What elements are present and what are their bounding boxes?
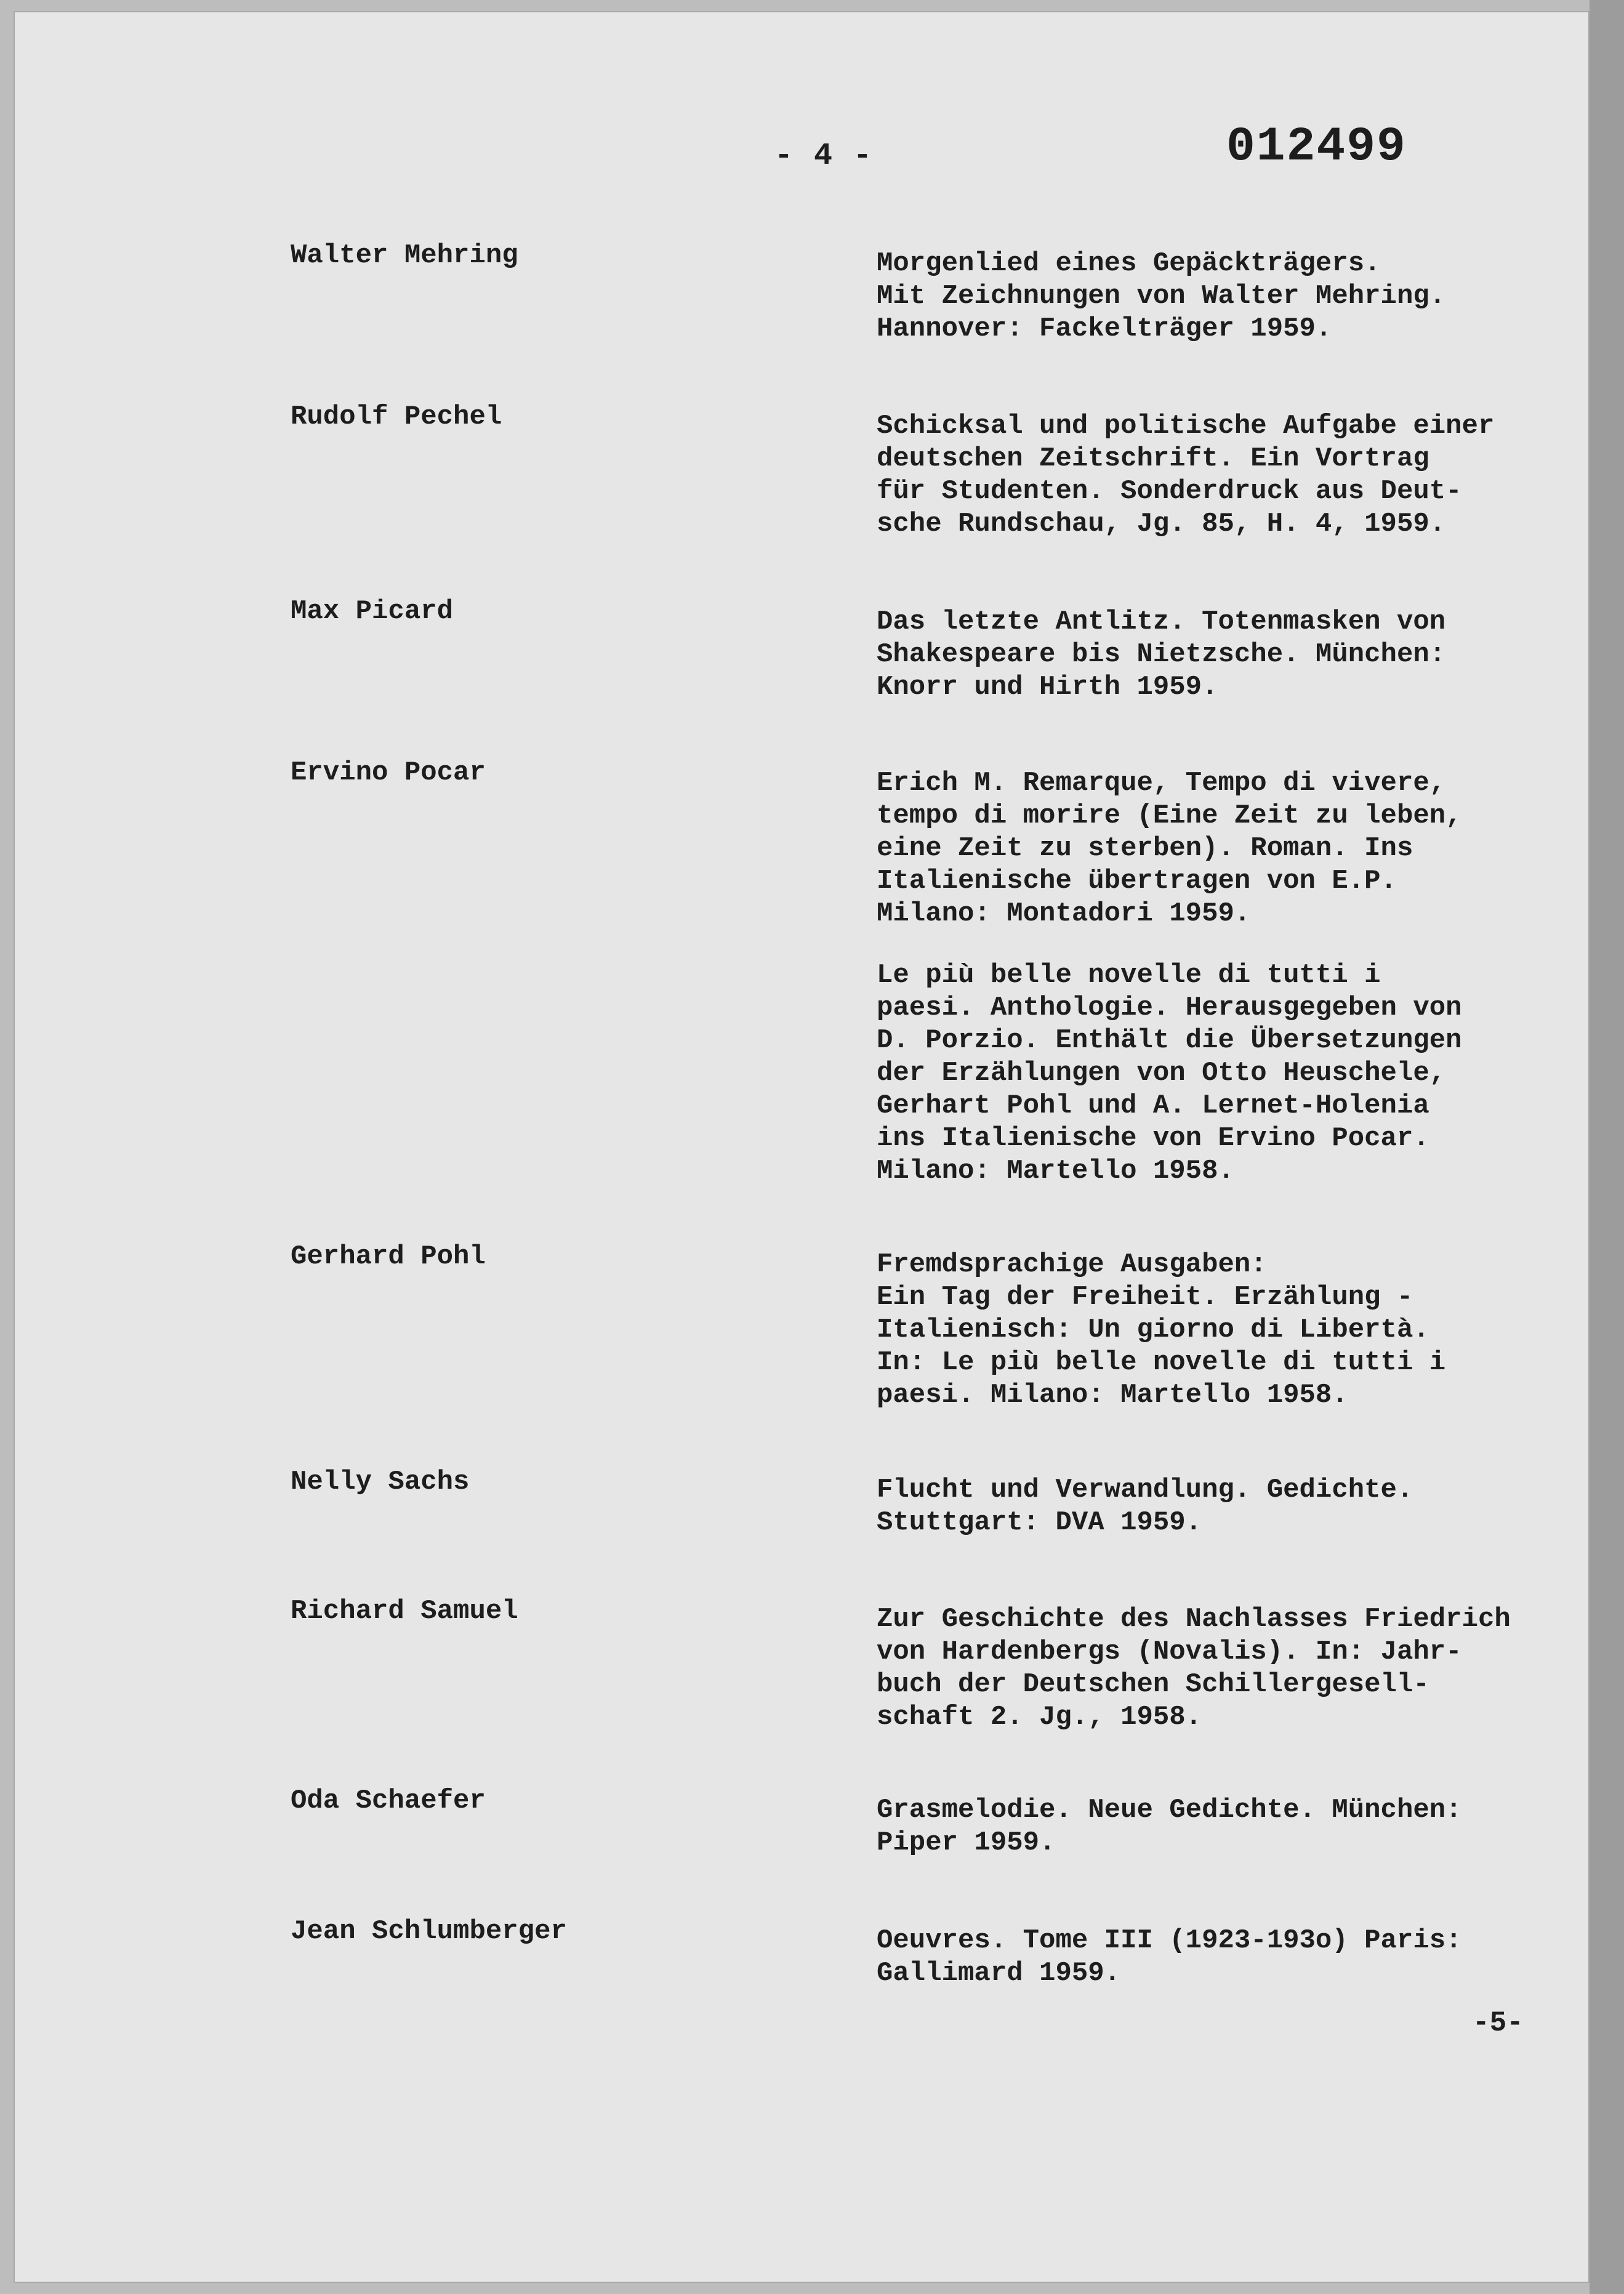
work-line: Stuttgart: DVA 1959. bbox=[877, 1507, 1202, 1538]
work-line: Gerhart Pohl und A. Lernet-Holenia bbox=[877, 1090, 1429, 1121]
work-line: sche Rundschau, Jg. 85, H. 4, 1959. bbox=[877, 509, 1446, 539]
author-name: Oda Schaefer bbox=[291, 1785, 486, 1816]
work-line: Grasmelodie. Neue Gedichte. München: bbox=[877, 1795, 1462, 1825]
work-line: Italienische übertragen von E.P. bbox=[877, 866, 1397, 896]
work-line: Erich M. Remarque, Tempo di vivere, bbox=[877, 768, 1446, 799]
work-line: Italienisch: Un giorno di Libertà. bbox=[877, 1314, 1429, 1345]
work-entry bbox=[877, 959, 1566, 1188]
work-line: In: Le più belle novelle di tutti i bbox=[877, 1347, 1446, 1378]
author-name: Max Picard bbox=[291, 596, 454, 627]
work-line: Das letzte Antlitz. Totenmasken von bbox=[877, 606, 1446, 637]
author-name: Walter Mehring bbox=[291, 240, 518, 271]
work-entry bbox=[877, 1603, 1566, 1734]
work-entry bbox=[877, 1249, 1566, 1412]
work-line: Ein Tag der Freiheit. Erzählung - bbox=[877, 1282, 1413, 1313]
work-line: Gallimard 1959. bbox=[877, 1958, 1121, 1989]
page-number: - 4 - bbox=[774, 139, 874, 174]
work-line: Zur Geschichte des Nachlasses Friedrich bbox=[877, 1604, 1511, 1635]
work-line: Schicksal und politische Aufgabe einer bbox=[877, 411, 1495, 441]
work-line: Fremdsprachige Ausgaben: bbox=[877, 1249, 1267, 1280]
work-line: ins Italienische von Ervino Pocar. bbox=[877, 1123, 1429, 1154]
author-name: Gerhard Pohl bbox=[291, 1241, 486, 1272]
work-line: für Studenten. Sonderdruck aus Deut- bbox=[877, 476, 1462, 507]
work-entry bbox=[877, 410, 1566, 541]
work-line: Oeuvres. Tome III (1923-193o) Paris: bbox=[877, 1925, 1462, 1956]
work-line: Knorr und Hirth 1959. bbox=[877, 672, 1218, 702]
work-line: Hannover: Fackelträger 1959. bbox=[877, 313, 1332, 344]
work-entry bbox=[877, 248, 1566, 345]
author-name: Rudolf Pechel bbox=[291, 401, 502, 432]
work-line: Milano: Martello 1958. bbox=[877, 1156, 1234, 1186]
work-line: von Hardenbergs (Novalis). In: Jahr- bbox=[877, 1636, 1462, 1667]
work-line: eine Zeit zu sterben). Roman. Ins bbox=[877, 833, 1413, 864]
author-name: Nelly Sachs bbox=[291, 1467, 470, 1497]
work-line: Flucht und Verwandlung. Gedichte. bbox=[877, 1475, 1413, 1505]
author-name: Jean Schlumberger bbox=[291, 1916, 567, 1947]
author-name: Ervino Pocar bbox=[291, 757, 486, 788]
scan-right-edge bbox=[1590, 0, 1624, 2294]
work-entry bbox=[877, 1925, 1566, 1990]
work-line: Piper 1959. bbox=[877, 1827, 1056, 1858]
continued-page-marker: -5- bbox=[1473, 2007, 1524, 2039]
work-line: buch der Deutschen Schillergesell- bbox=[877, 1669, 1429, 1700]
work-entry bbox=[877, 1474, 1566, 1539]
work-line: Morgenlied eines Gepäckträgers. bbox=[877, 248, 1381, 279]
document-number: 012499 bbox=[1226, 120, 1407, 174]
author-name: Richard Samuel bbox=[291, 1596, 518, 1627]
work-line: Shakespeare bis Nietzsche. München: bbox=[877, 639, 1446, 670]
work-line: Mit Zeichnungen von Walter Mehring. bbox=[877, 281, 1446, 312]
work-line: Le più belle novelle di tutti i bbox=[877, 960, 1381, 991]
work-line: der Erzählungen von Otto Heuschele, bbox=[877, 1058, 1446, 1089]
work-line: schaft 2. Jg., 1958. bbox=[877, 1702, 1202, 1733]
work-line: paesi. Anthologie. Herausgegeben von bbox=[877, 992, 1462, 1023]
work-entry bbox=[877, 1794, 1566, 1859]
work-line: paesi. Milano: Martello 1958. bbox=[877, 1380, 1348, 1411]
work-line: deutschen Zeitschrift. Ein Vortrag bbox=[877, 443, 1429, 474]
work-line: Milano: Montadori 1959. bbox=[877, 898, 1251, 929]
work-line: D. Porzio. Enthält die Übersetzungen bbox=[877, 1025, 1462, 1056]
work-line: tempo di morire (Eine Zeit zu leben, bbox=[877, 800, 1462, 831]
work-entry bbox=[877, 606, 1566, 704]
work-entry bbox=[877, 767, 1566, 930]
